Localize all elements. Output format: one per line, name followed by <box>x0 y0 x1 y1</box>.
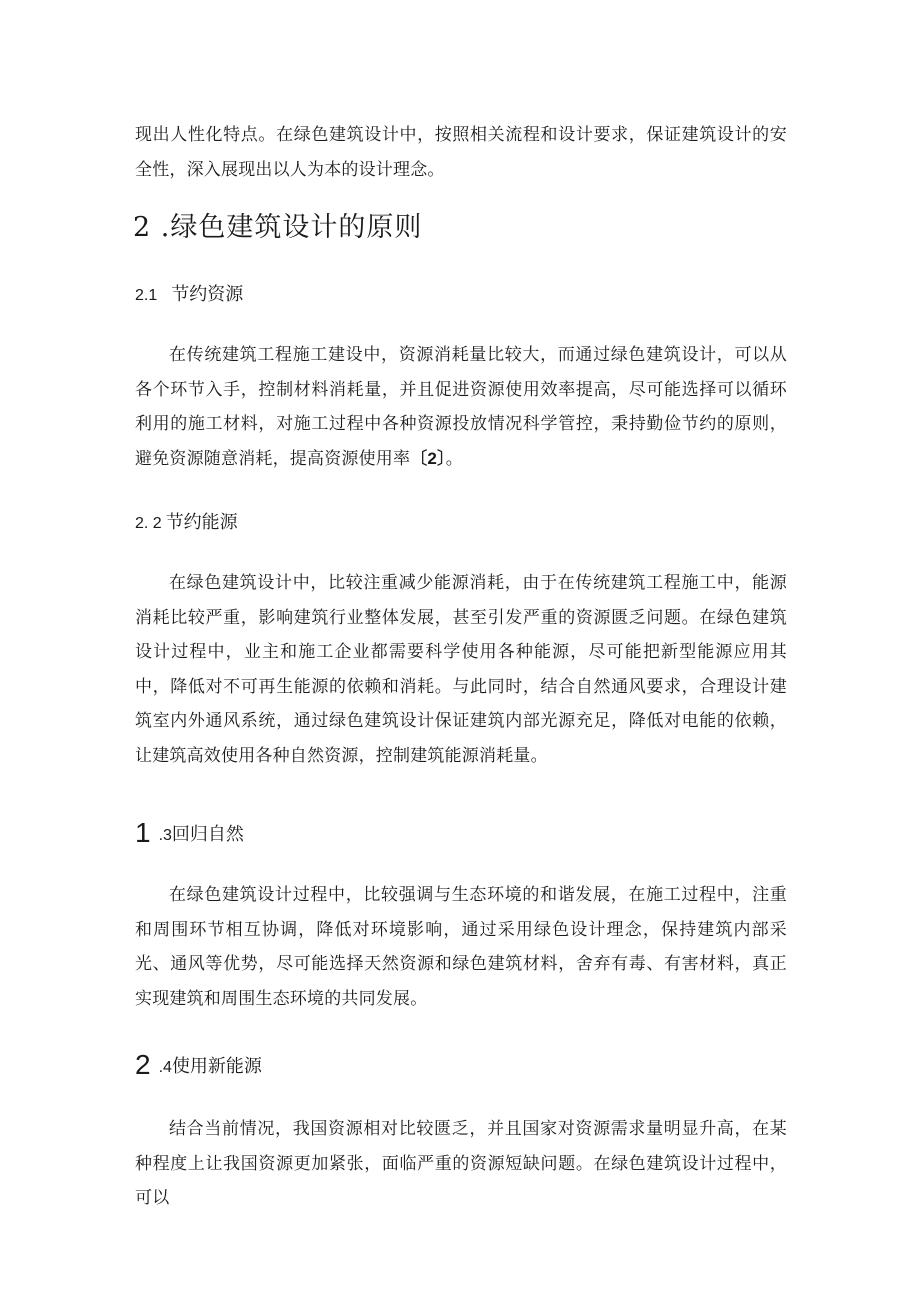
section-2-1-number: 2.1 <box>135 287 158 304</box>
section-2-1-body: 在传统建筑工程施工建设中，资源消耗量比较大，而通过绿色建筑设计，可以从各个环节入手，控制材料消耗量，并且促进资源使用效率提高，尽可能选择可以循环利用的施工材料，对施工过程中各种资源投放情况科学管控，秉持勤俭节约的原则，避免资源随意消耗，提高资源使用率 <box>135 345 787 469</box>
section-2-3-subnum: .3 <box>158 827 172 844</box>
section-2-3-title: 回归自然 <box>171 824 244 845</box>
section-2-1-paragraph <box>135 338 787 476</box>
section-2-3-heading <box>135 818 244 851</box>
section-2-4-heading <box>135 1050 262 1083</box>
section-2-4-paragraph: 结合当前情况，我国资源相对比较匮乏，并且国家对资源需求量明显升高，在某种程度上让我国资源更加紧张，面临严重的资源短缺问题。在绿色建筑设计过程中，可以 <box>135 1119 787 1208</box>
section-2-4-subnum: .4 <box>158 1059 172 1076</box>
section-2-4-title: 使用新能源 <box>171 1056 262 1077</box>
section-2-2-paragraph: 在绿色建筑设计中，比较注重减少能源消耗，由于在传统建筑工程施工中，能源消耗比较严重，影响建筑行业整体发展，甚至引发严重的资源匮乏问题。在绿色建筑设计过程中，业主和施工企业都需要科学使用各种能源，尽可能把新型能源应用其中，降低对不可再生能源的依赖和消耗。与此同时，结合自然通风要求，合理设计建筑室内外通风系统，通过绿色建筑设计保证建筑内部光源充足，降低对电能的依赖，让建筑高效使用各种自然资源，控制建筑能源消耗量。 <box>135 573 787 766</box>
section-2-1-end: 。 <box>445 448 463 469</box>
section-2-2-title: 节约能源 <box>165 512 238 533</box>
section-2-3-bignum: 1 <box>135 817 151 848</box>
section-2-1-heading <box>135 280 243 311</box>
section-2-2-number: 2. 2 <box>135 515 162 532</box>
section-2-4-bignum: 2 <box>135 1049 151 1080</box>
section-2-1-title: 节约资源 <box>171 284 244 305</box>
section-2-2-heading <box>135 508 238 539</box>
section-2-heading: 2 .绿色建筑设计的原则 <box>133 212 423 243</box>
intro-paragraph: 现出人性化特点。在绿色建筑设计中，按照相关流程和设计要求，保证建筑设计的安全性，深入展现出以人为本的设计理念。 <box>135 125 787 180</box>
section-2-3-paragraph: 在绿色建筑设计过程中，比较强调与生态环境的和谐发展，在施工过程中，注重和周围环节相互协调，降低对环境影响，通过采用绿色设计理念，保持建筑内部采光、通风等优势，尽可能选择天然资源和绿色建筑材料，舍弃有毒、有害材料，真正实现建筑和周围生态环境的共同发展。 <box>135 885 787 1009</box>
citation-2: 〔2〕 <box>410 448 446 468</box>
